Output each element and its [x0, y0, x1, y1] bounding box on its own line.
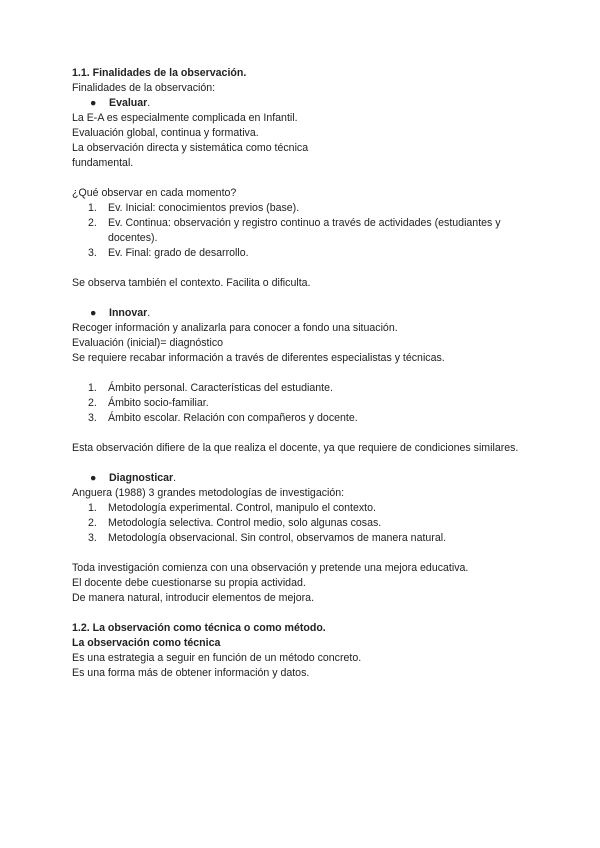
bullet-title: Diagnosticar — [109, 472, 174, 484]
paragraph-line: fundamental. — [72, 157, 134, 169]
section-heading-1-1: 1.1. Finalidades de la observación. — [72, 67, 247, 79]
paragraph-line: Se requiere recabar información a través de diferentes especialistas y técnicas. — [72, 352, 445, 364]
list-item: 2. Metodología selectiva. Control medio, solo algunas cosas. — [88, 517, 382, 529]
list-item: 3. Metodología observacional. Sin control, observamos de manera natural. — [88, 532, 447, 544]
bullet-dot-icon: ● — [90, 97, 97, 109]
bullet-evaluar: ● Evaluar. — [90, 97, 151, 109]
bullet-innovar: ● Innovar. — [90, 307, 151, 319]
list-item: 3. Ev. Final: grado de desarrollo. — [88, 247, 249, 259]
bullet-title: Evaluar — [109, 97, 148, 109]
paragraph-text: Esta observación difiere de la que realiza el docente, ya que requiere de condiciones similares. — [72, 442, 519, 454]
paragraph-line: Es una estrategia a seguir en función de un método concreto. — [72, 652, 362, 664]
subsection-heading: La observación como técnica — [72, 637, 221, 649]
document-page — [72, 66, 532, 681]
list-item: 2. Ámbito socio-familiar. — [88, 397, 209, 409]
bullet-title: Innovar — [109, 307, 148, 319]
paragraph-line: Evaluación global, continua y formativa. — [72, 127, 259, 139]
numbered-list — [72, 381, 532, 426]
numbered-list — [72, 201, 532, 261]
paragraph-line: El docente debe cuestionarse su propia actividad. — [72, 577, 306, 589]
paragraph-line: De manera natural, introducir elementos de mejora. — [72, 592, 315, 604]
list-item: 2. Ev. Continua: observación y registro continuo a través de actividades (estudiantes y docentes). — [88, 217, 501, 244]
list-item: 1. Ámbito personal. Características del estudiante. — [88, 382, 333, 394]
paragraph-line: Es una forma más de obtener información y datos. — [72, 667, 310, 679]
paragraph-line: Anguera (1988) 3 grandes metodologías de investigación: — [72, 487, 345, 499]
section-heading-1-2: 1.2. La observación como técnica o como método. — [72, 622, 326, 634]
bullet-diagnosticar: ● Diagnosticar. — [90, 472, 177, 484]
section-subtitle: Finalidades de la observación: — [72, 82, 216, 94]
paragraph-line: Se observa también el contexto. Facilita o dificulta. — [72, 277, 311, 289]
paragraph-line: ¿Qué observar en cada momento? — [72, 187, 237, 199]
paragraph-line: Recoger información y analizarla para conocer a fondo una situación. — [72, 322, 398, 334]
list-item: 3. Ámbito escolar. Relación con compañeros y docente. — [88, 412, 358, 424]
numbered-list — [72, 501, 532, 546]
paragraph-line: La observación directa y sistemática como técnica — [72, 142, 309, 154]
bullet-dot-icon: ● — [90, 307, 97, 319]
paragraph-line: Evaluación (inicial)= diagnóstico — [72, 337, 224, 349]
bullet-dot-icon: ● — [90, 472, 97, 484]
paragraph-line: Toda investigación comienza con una observación y pretende una mejora educativa. — [72, 562, 469, 574]
paragraph-line: La E-A es especialmente complicada en Infantil. — [72, 112, 298, 124]
list-item: 1. Metodología experimental. Control, manipulo el contexto. — [88, 502, 376, 514]
list-item: 1. Ev. Inicial: conocimientos previos (base). — [88, 202, 300, 214]
